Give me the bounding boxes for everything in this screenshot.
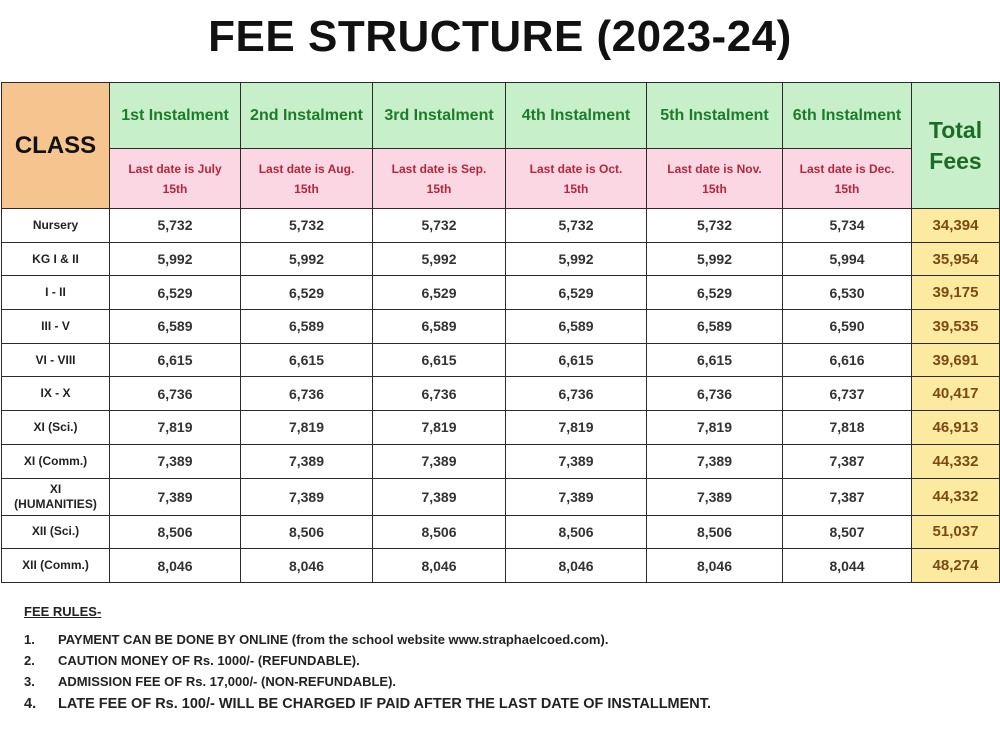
instalment-fee-cell: 8,046 — [647, 549, 783, 583]
instalment-fee-cell: 6,736 — [373, 377, 506, 411]
instalment-fee-cell: 6,615 — [110, 343, 241, 377]
total-fee-cell: 35,954 — [912, 242, 1000, 276]
instalment-fee-cell: 5,992 — [241, 242, 373, 276]
total-fee-cell: 51,037 — [912, 515, 1000, 549]
table-row — [2, 411, 1000, 445]
instalment-fee-cell: 6,529 — [110, 276, 241, 310]
instalment-header: 6th Instalment — [783, 83, 912, 149]
total-fee-cell: 46,913 — [912, 411, 1000, 445]
fee-rules-heading: FEE RULES- — [24, 604, 102, 619]
last-date-header: Last date is Oct. 15th — [506, 149, 647, 209]
instalment-fee-cell: 5,734 — [783, 209, 912, 243]
total-fee-cell: 39,535 — [912, 310, 1000, 344]
fee-rules — [24, 604, 984, 715]
instalment-fee-cell: 6,529 — [373, 276, 506, 310]
rule-number: 3. — [24, 674, 35, 689]
instalment-fee-cell: 5,992 — [110, 242, 241, 276]
instalment-fee-cell: 7,389 — [241, 444, 373, 478]
instalment-header: 3rd Instalment — [373, 83, 506, 149]
fee-rule-item — [24, 694, 984, 715]
class-cell: Nursery — [2, 209, 110, 243]
instalment-fee-cell: 7,389 — [506, 478, 647, 515]
rule-number: 4. — [24, 696, 37, 712]
instalment-fee-cell: 5,732 — [373, 209, 506, 243]
total-header-line: Total — [928, 116, 983, 143]
instalment-header: 4th Instalment — [506, 83, 647, 149]
instalment-fee-cell: 8,044 — [783, 549, 912, 583]
instalment-fee-cell: 5,992 — [373, 242, 506, 276]
instalment-fee-cell: 6,529 — [506, 276, 647, 310]
instalment-fee-cell: 7,389 — [373, 478, 506, 515]
instalment-fee-cell: 6,616 — [783, 343, 912, 377]
rule-text: PAYMENT CAN BE DONE BY ONLINE (from the school website www.straphaelcoed.com). — [58, 632, 609, 647]
table-row — [2, 515, 1000, 549]
instalment-fee-cell: 8,046 — [506, 549, 647, 583]
total-fee-cell: 48,274 — [912, 549, 1000, 583]
instalment-fee-cell: 7,818 — [783, 411, 912, 445]
last-date-header: Last date is Dec. 15th — [783, 149, 912, 209]
table-row — [2, 310, 1000, 344]
instalment-fee-cell: 7,387 — [783, 478, 912, 515]
rule-text: LATE FEE OF Rs. 100/- WILL BE CHARGED IF PAID AFTER THE LAST DATE OF INSTALLMENT. — [58, 696, 712, 712]
total-fees-header — [912, 83, 1000, 209]
instalment-fee-cell: 8,506 — [506, 515, 647, 549]
class-cell: III - V — [2, 310, 110, 344]
instalment-fee-cell: 7,819 — [241, 411, 373, 445]
instalment-fee-cell: 7,389 — [506, 444, 647, 478]
instalment-fee-cell: 5,732 — [110, 209, 241, 243]
table-row — [2, 549, 1000, 583]
instalment-fee-cell: 7,819 — [110, 411, 241, 445]
instalment-fee-cell: 7,389 — [647, 444, 783, 478]
instalment-fee-cell: 6,736 — [110, 377, 241, 411]
instalment-fee-cell: 5,992 — [647, 242, 783, 276]
class-cell: XI (Comm.) — [2, 444, 110, 478]
instalment-fee-cell: 7,389 — [110, 444, 241, 478]
instalment-fee-cell: 6,736 — [647, 377, 783, 411]
instalment-fee-cell: 6,589 — [647, 310, 783, 344]
instalment-fee-cell: 8,046 — [241, 549, 373, 583]
instalment-fee-cell: 6,736 — [241, 377, 373, 411]
instalment-fee-cell: 6,589 — [241, 310, 373, 344]
class-cell: XII (Comm.) — [2, 549, 110, 583]
total-fee-cell: 44,332 — [912, 478, 1000, 515]
total-fee-cell: 39,175 — [912, 276, 1000, 310]
rule-text: ADMISSION FEE OF Rs. 17,000/- (NON-REFUNDABLE). — [58, 674, 397, 689]
instalment-fee-cell: 8,506 — [110, 515, 241, 549]
class-cell: VI - VIII — [2, 343, 110, 377]
table-row — [2, 444, 1000, 478]
instalment-fee-cell: 6,615 — [241, 343, 373, 377]
instalment-fee-cell: 7,389 — [373, 444, 506, 478]
class-cell: KG I & II — [2, 242, 110, 276]
instalment-fee-cell: 6,590 — [783, 310, 912, 344]
instalment-fee-cell: 5,732 — [647, 209, 783, 243]
instalment-header: 1st Instalment — [110, 83, 241, 149]
page-title: FEE STRUCTURE (2023-24) — [208, 12, 792, 61]
total-header-line: Fees — [929, 147, 982, 174]
instalment-fee-cell: 6,589 — [373, 310, 506, 344]
instalment-fee-cell: 6,736 — [506, 377, 647, 411]
instalment-fee-cell: 6,529 — [647, 276, 783, 310]
rule-number: 2. — [24, 653, 35, 668]
instalment-fee-cell: 7,387 — [783, 444, 912, 478]
class-cell: XI (HUMANITIES) — [2, 478, 110, 515]
instalment-fee-cell: 6,615 — [647, 343, 783, 377]
table-row — [2, 209, 1000, 243]
last-date-header: Last date is Aug. 15th — [241, 149, 373, 209]
fee-rule-item — [24, 671, 984, 692]
table-row — [2, 242, 1000, 276]
instalment-fee-cell: 7,819 — [373, 411, 506, 445]
instalment-fee-cell: 7,389 — [110, 478, 241, 515]
instalment-header: 2nd Instalment — [241, 83, 373, 149]
instalment-fee-cell: 5,732 — [506, 209, 647, 243]
instalment-fee-cell: 7,819 — [647, 411, 783, 445]
fee-table-body — [2, 209, 1000, 583]
instalment-fee-cell: 6,530 — [783, 276, 912, 310]
class-cell: XII (Sci.) — [2, 515, 110, 549]
class-cell: XI (Sci.) — [2, 411, 110, 445]
rule-number: 1. — [24, 632, 35, 647]
fee-rule-item — [24, 629, 984, 650]
instalment-fee-cell: 8,506 — [647, 515, 783, 549]
total-fee-cell: 34,394 — [912, 209, 1000, 243]
instalment-fee-cell: 6,737 — [783, 377, 912, 411]
total-fee-cell: 44,332 — [912, 444, 1000, 478]
instalment-fee-cell: 8,506 — [373, 515, 506, 549]
fee-table — [1, 82, 1000, 583]
class-cell: IX - X — [2, 377, 110, 411]
last-date-header: Last date is July 15th — [110, 149, 241, 209]
instalment-header: 5th Instalment — [647, 83, 783, 149]
instalment-fee-cell: 6,615 — [506, 343, 647, 377]
instalment-fee-cell: 7,389 — [241, 478, 373, 515]
table-row — [2, 343, 1000, 377]
instalment-fee-cell: 6,589 — [506, 310, 647, 344]
instalment-fee-cell: 5,994 — [783, 242, 912, 276]
instalment-fee-cell: 8,506 — [241, 515, 373, 549]
fee-rule-item — [24, 650, 984, 671]
instalment-fee-cell: 7,389 — [647, 478, 783, 515]
instalment-fee-cell: 8,507 — [783, 515, 912, 549]
table-row — [2, 377, 1000, 411]
instalment-fee-cell: 7,819 — [506, 411, 647, 445]
instalment-fee-cell: 5,732 — [241, 209, 373, 243]
class-cell: I - II — [2, 276, 110, 310]
last-date-header: Last date is Sep. 15th — [373, 149, 506, 209]
table-row — [2, 276, 1000, 310]
class-column-header: CLASS — [2, 83, 110, 209]
instalment-fee-cell: 8,046 — [373, 549, 506, 583]
rule-text: CAUTION MONEY OF Rs. 1000/- (REFUNDABLE). — [58, 653, 360, 668]
instalment-fee-cell: 5,992 — [506, 242, 647, 276]
instalment-fee-cell: 8,046 — [110, 549, 241, 583]
instalment-fee-cell: 6,529 — [241, 276, 373, 310]
instalment-fee-cell: 6,589 — [110, 310, 241, 344]
total-fee-cell: 39,691 — [912, 343, 1000, 377]
instalment-fee-cell: 6,615 — [373, 343, 506, 377]
total-fee-cell: 40,417 — [912, 377, 1000, 411]
last-date-header: Last date is Nov. 15th — [647, 149, 783, 209]
table-row — [2, 478, 1000, 515]
